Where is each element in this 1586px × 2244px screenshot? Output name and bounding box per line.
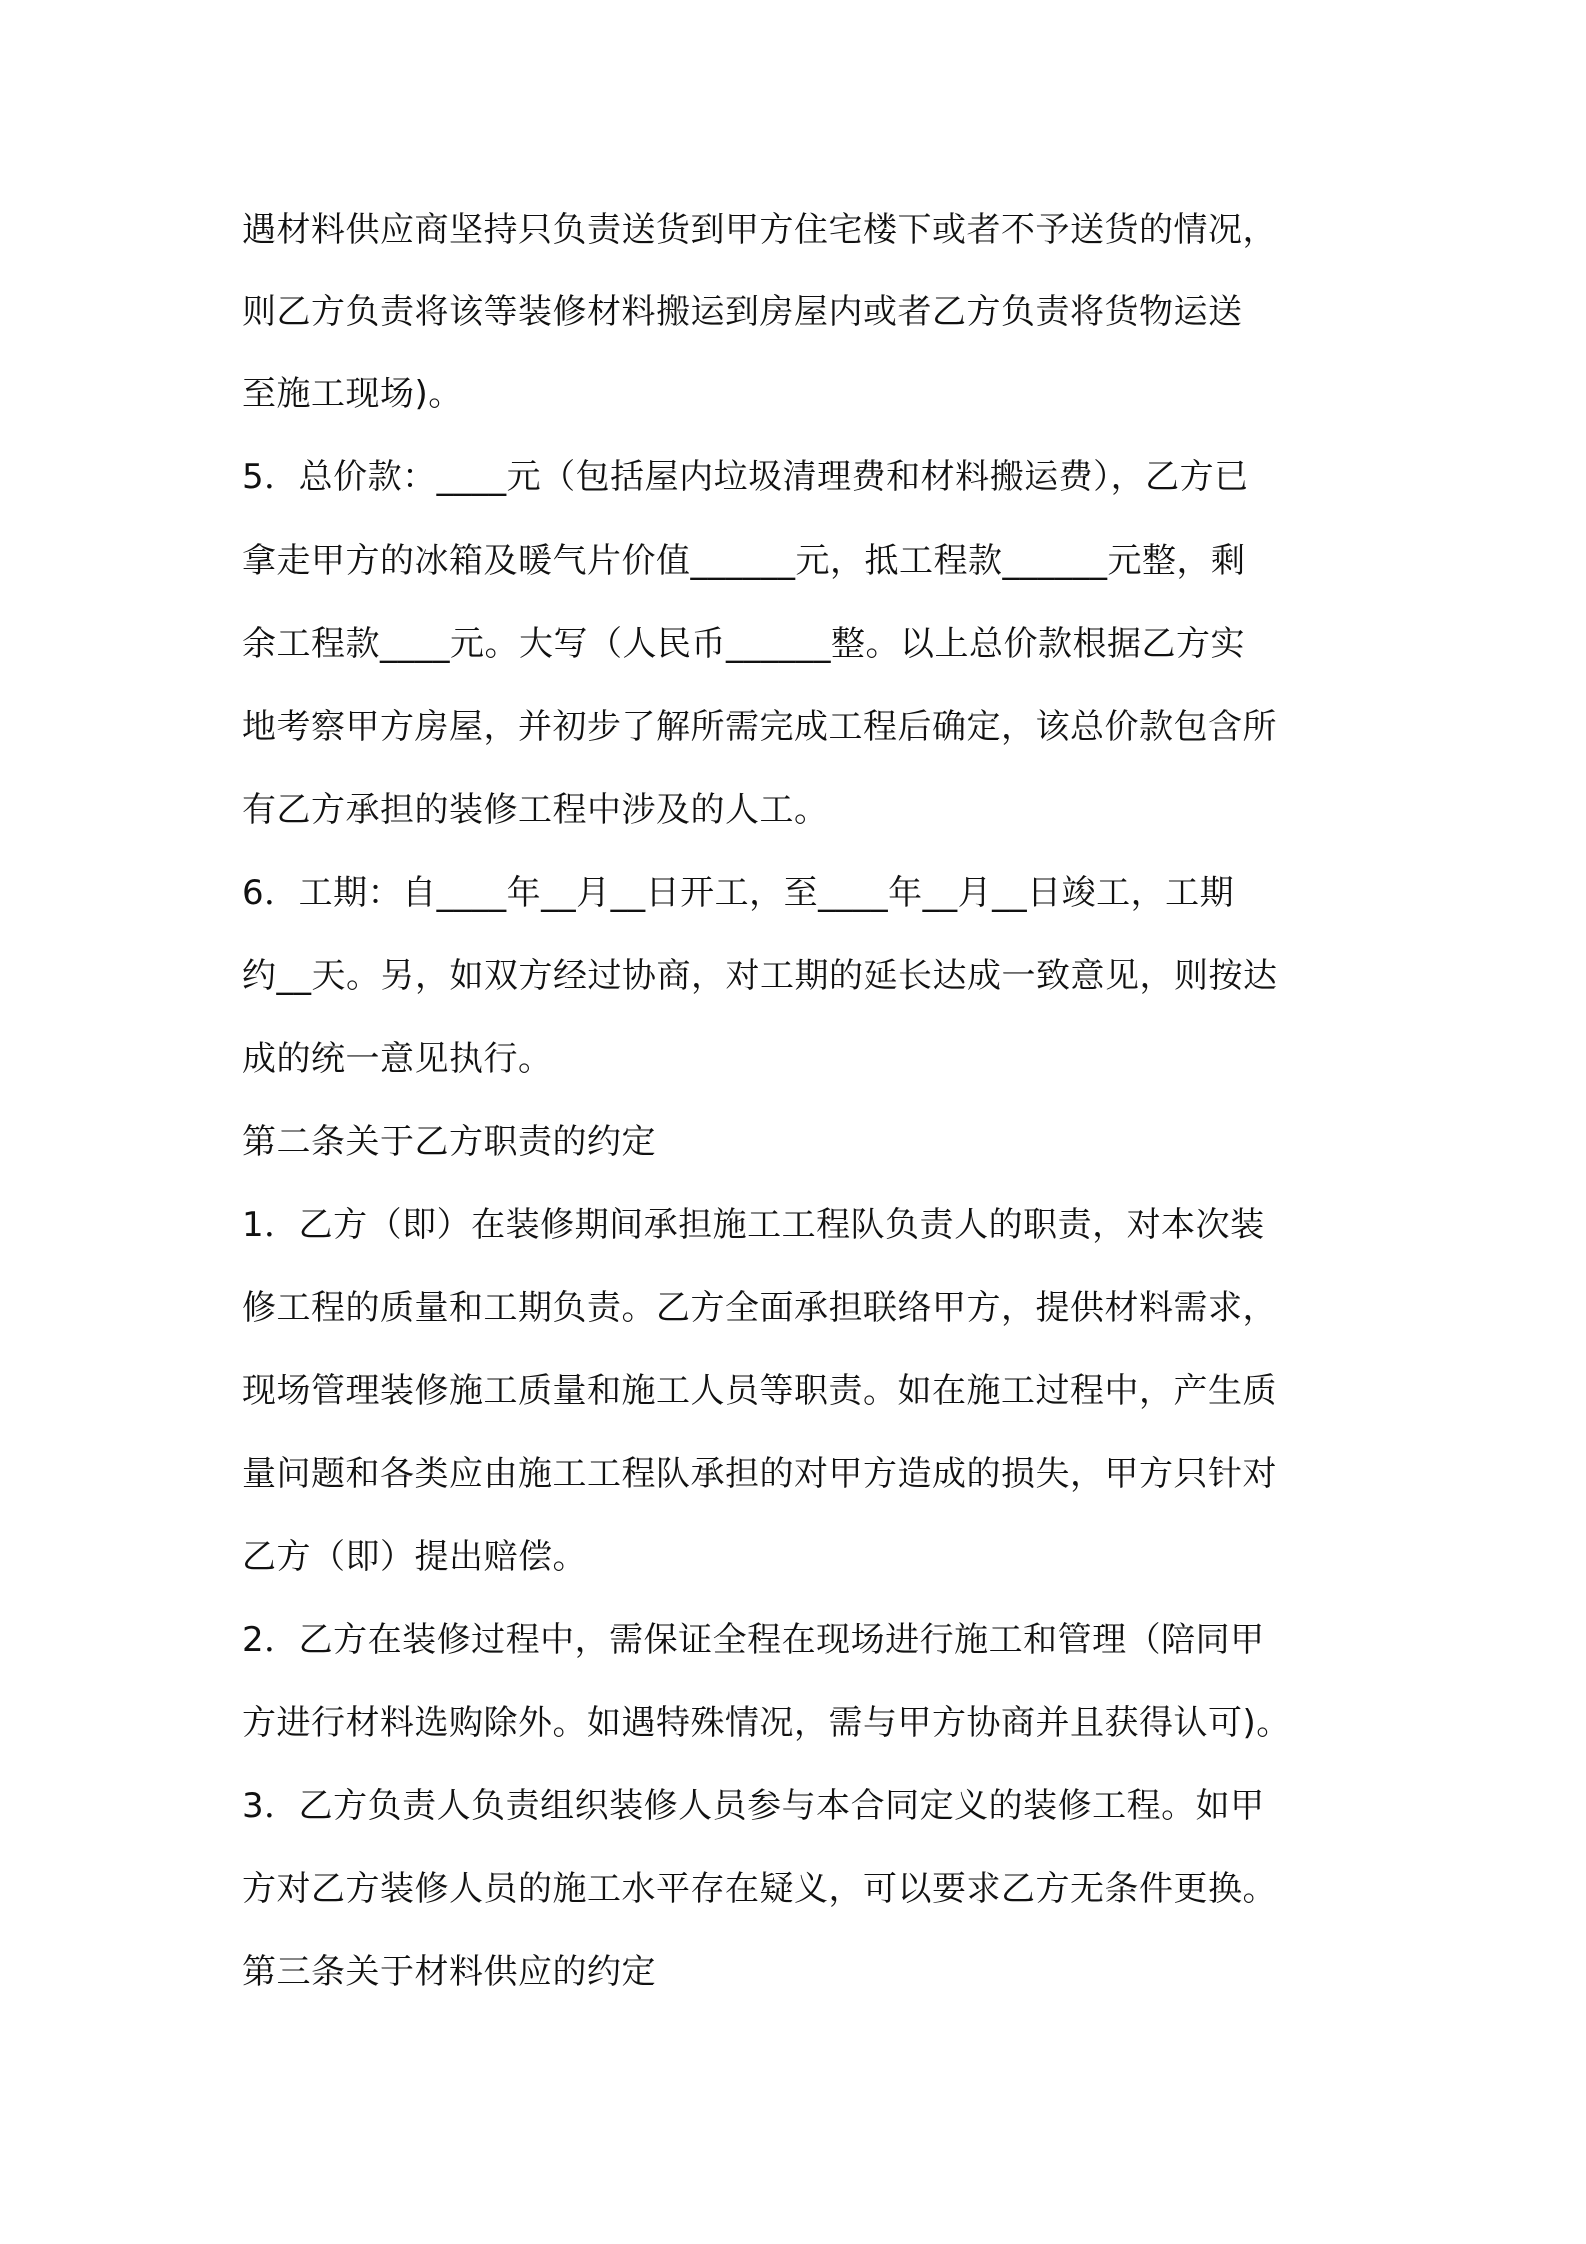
text-line: 3．乙方负责人负责组织装修人员参与本合同定义的装修工程。如甲 — [242, 1786, 1265, 1826]
text-line: 约__天。另，如双方经过协商，对工期的延长达成一致意见，则按达 — [242, 956, 1278, 996]
text-line: 现场管理装修施工质量和施工人员等职责。如在施工过程中，产生质 — [242, 1371, 1277, 1411]
text-line: 成的统一意见执行。 — [242, 1039, 553, 1079]
text-line: 拿走甲方的冰箱及暖气片价值______元，抵工程款______元整，剩 — [242, 541, 1246, 581]
text-line: 方进行材料选购除外。如遇特殊情况，需与甲方协商并且获得认可)。 — [242, 1703, 1291, 1743]
text-line: 遇材料供应商坚持只负责送货到甲方住宅楼下或者不予送货的情况， — [242, 210, 1277, 250]
section-heading: 第三条关于材料供应的约定 — [242, 1952, 656, 1992]
text-line: 6．工期：自____年__月__日开工，至____年__月__日竣工，工期 — [242, 873, 1235, 913]
text-line: 量问题和各类应由施工工程队承担的对甲方造成的损失，甲方只针对 — [242, 1454, 1277, 1494]
text-line: 至施工现场)。 — [242, 374, 463, 414]
section-heading: 第二条关于乙方职责的约定 — [242, 1122, 656, 1162]
text-line: 方对乙方装修人员的施工水平存在疑义，可以要求乙方无条件更换。 — [242, 1869, 1277, 1909]
text-line: 地考察甲方房屋，并初步了解所需完成工程后确定，该总价款包含所 — [242, 707, 1277, 747]
text-line: 修工程的质量和工期负责。乙方全面承担联络甲方，提供材料需求， — [242, 1288, 1277, 1328]
text-line: 乙方（即）提出赔偿。 — [242, 1537, 587, 1577]
text-line: 1．乙方（即）在装修期间承担施工工程队负责人的职责，对本次装 — [242, 1205, 1265, 1245]
text-line: 5．总价款：____元（包括屋内垃圾清理费和材料搬运费），乙方已 — [242, 457, 1249, 497]
text-line: 有乙方承担的装修工程中涉及的人工。 — [242, 790, 829, 830]
text-line: 余工程款____元。大写（人民币______整。以上总价款根据乙方实 — [242, 624, 1245, 664]
text-line: 则乙方负责将该等装修材料搬运到房屋内或者乙方负责将货物运送 — [242, 292, 1243, 332]
text-line: 2．乙方在装修过程中，需保证全程在现场进行施工和管理（陪同甲 — [242, 1620, 1265, 1660]
